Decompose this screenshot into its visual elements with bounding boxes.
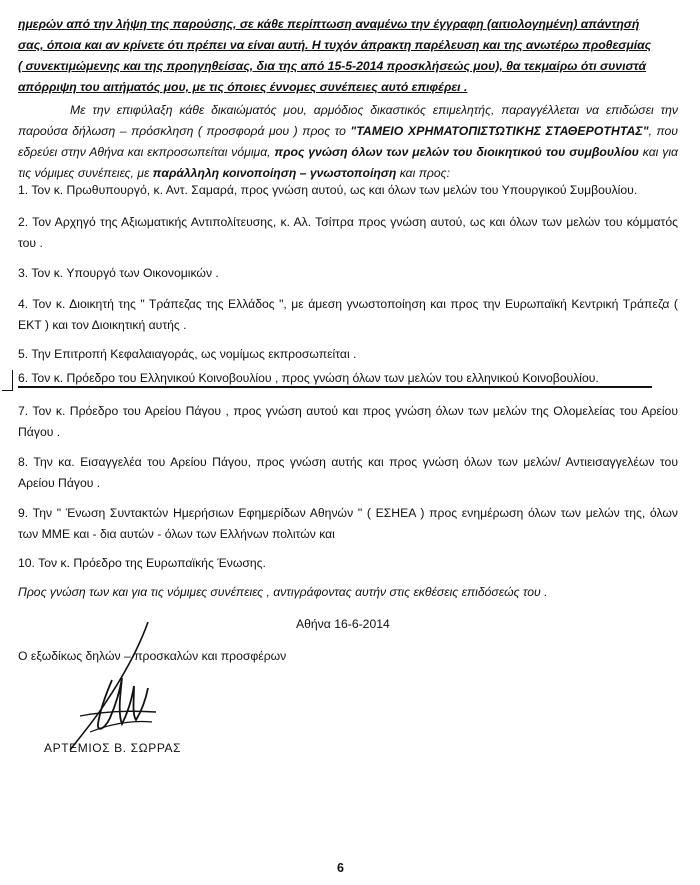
intro-text-4: και προς: [396,166,450,180]
signer-name: ΑΡΤΕΜΙΟΣ Β. ΣΩΡΡΑΣ [44,741,182,755]
place-and-date: Αθήνα 16-6-2014 [296,617,390,631]
recipient-item-9: 9. Την " Ένωση Συντακτών Ημερήσιων Εφημερίδων Αθηνών " ( ΕΣΗΕΑ ) προς ενημέρωση όλων των μελών της, όλων των ΜΜΕ και - δια αυτών - όλων των Ελλήνων πολιτών και [18,506,678,541]
recipient-item-6: 6. Τον κ. Πρόεδρο του Ελληνικού Κοινοβουλίου , προς γνώση όλων των μελών του ελληνικού Κοινοβουλίου. [18,371,599,385]
continuation-line-1: ημερών από την λήψη της παρούσης, σε κάθε περίπτωση αναμένω την έγγραφη (αιτιολογημένη) απάντησή [18,17,640,31]
recipient-item-7: 7. Τον κ. Πρόεδρο του Αρείου Πάγου , προς γνώση αυτού και προς γνώση όλων των μελών της Ολομελείας του Αρείου Πάγου . [18,404,678,439]
service-instruction-paragraph [18,100,678,184]
handwritten-underline [18,386,652,388]
declarant-line: Ο εξωδίκως δηλών – προσκαλών και προσφέρων [18,649,287,663]
handwritten-signature [60,620,180,755]
recipient-item-10: 10. Τον κ. Πρόεδρο της Ευρωπαϊκής Ένωσης. [18,556,266,570]
intro-bold-1: προς γνώση όλων των μελών του διοικητικού του συμβουλίου [274,145,639,159]
intro-text-3: και για τις νόμιμες συνέπειες, με [18,145,678,180]
recipient-item-3: 3. Τον κ. Υπουργό των Οικονομικών . [18,266,219,280]
margin-mark [2,370,13,391]
continuation-line-4: απόρριψη του αιτήματός μου, με τις όποιες έννομες συνέπειες αυτό επιφέρει . [18,80,468,94]
intro-bold-2: παράλληλη κοινοποίηση – γνωστοποίηση [152,166,397,180]
closing-statement: Προς γνώση των και για τις νόμιμες συνέπειες , αντιγράφοντας αυτήν στις εκθέσεις επιδόσεώς του . [18,585,548,599]
recipient-item-2: 2. Τον Αρχηγό της Αξιωματικής Αντιπολίτευσης, κ. Αλ. Τσίπρα προς γνώση αυτού, ως και όλων των μελών του κόμματός του . [18,215,678,250]
continuation-paragraph [18,14,678,98]
recipient-item-1: 1. Τον κ. Πρωθυπουργό, κ. Αντ. Σαμαρά, προς γνώση αυτού, ως και όλων των μελών του Υπουργικού Συμβουλίου. [18,183,638,197]
recipient-item-8: 8. Την κα. Εισαγγελέα του Αρείου Πάγου, προς γνώση αυτής και προς γνώση όλων των μελών/ Αντιεισαγγελέων του Αρείου Πάγου . [18,455,678,490]
intro-text-2: , που εδρεύει στην Αθήνα και εκπροσωπείται νόμιμα, [18,124,678,159]
addressee-name: "ΤΑΜΕΙΟ ΧΡΗΜΑΤΟΠΙΣΤΩΤΙΚΗΣ ΣΤΑΘΕΡΟΤΗΤΑΣ" [350,124,649,138]
page-number: 6 [337,861,344,875]
continuation-line-2: σας, όποια και αν κρίνετε ότι πρέπει να είναι αυτή. Η τυχόν άπρακτη παρέλευση και της ανωτέρω προθεσμίας [18,38,652,52]
recipient-item-5: 5. Την Επιτροπή Κεφαλαιαγοράς, ως νομίμως εκπροσωπείται . [18,347,357,361]
intro-text-1: Με την επιφύλαξη κάθε δικαιώματός μου, αρμόδιος δικαστικός επιμελητής, παραγγέλλεται να επιδώσει την παρούσα δήλωση – πρόσκληση ( προσφορά μου ) προς το [18,103,678,138]
continuation-line-3: ( συνεκτιμώμενης και της προηγηθείσας, δια της από 15-5-2014 προσκλήσεώς μου), θα τεκμαίρω ότι συνιστά [18,59,647,73]
recipient-item-4: 4. Τον κ. Διοικητή της " Τράπεζας της Ελλάδος ", με άμεση γνωστοποίηση και προς την Ευρωπαϊκή Κεντρική Τράπεζα ( ΕΚΤ ) και τον Διοικητική αυτής . [18,297,678,332]
